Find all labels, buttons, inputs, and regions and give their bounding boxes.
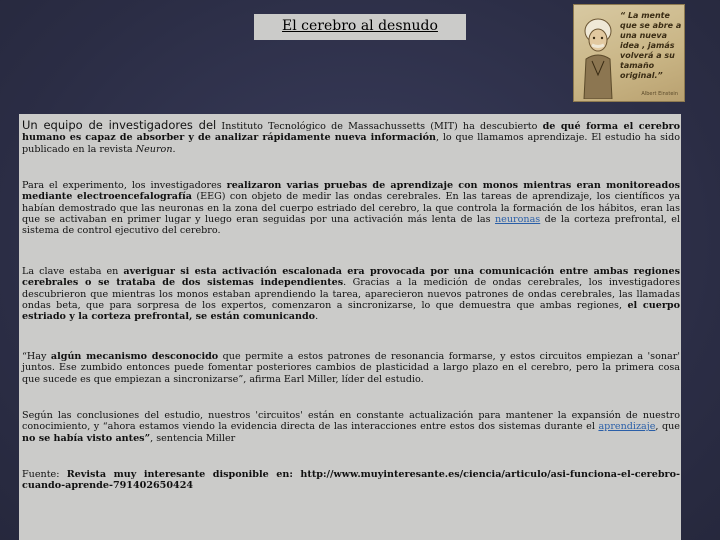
- quote-line: volverá a su: [620, 51, 675, 60]
- quote-line: una nueva: [620, 31, 668, 40]
- quote-text: [620, 11, 682, 81]
- quote-author: Albert Einstein: [641, 91, 678, 97]
- page-title: El cerebro al desnudo: [282, 18, 438, 34]
- quote-line: que se abre a: [620, 21, 682, 30]
- article-body: [19, 114, 681, 540]
- quote-line: original.”: [620, 71, 663, 80]
- quote-line: “ La mente: [620, 11, 670, 20]
- quote-line: tamaño: [620, 61, 655, 70]
- neuronas-link[interactable]: neuronas: [495, 213, 541, 225]
- lead-text: Un equipo de investigadores del: [22, 118, 217, 132]
- einstein-portrait-icon: [578, 13, 618, 99]
- paragraph-key: La clave estaba en averiguar si esta activación escalonada era provocada por una comunicación entre ambas regiones cerebrales o se trataba de dos sistemas independientes. Gracias a la medición de ondas cerebrales, los investigadores descubrieron que mientras los monos estaban aprendiendo la tarea, aparecieron nuevos patrones de ondas cerebrales, las llamadas ondas beta, que para sorpresa de los expertos, comenzaron a sincronizarse, lo que demuestra que ambas regiones, el cuerpo estriado y la corteza prefrontal, se están comunicando.: [22, 266, 680, 323]
- paragraph-conclusions: Según las conclusiones del estudio, nuestros 'circuitos' están en constante actualización para mantener la expansión de nuestro conocimiento, y “ahora estamos viendo la evidencia directa de las interacciones entre estos dos sistemas durante el aprendizaje, que no se había visto antes”, sentencia Miller: [22, 410, 680, 444]
- quote-line: idea , jamás: [620, 41, 675, 50]
- paragraph-source: Fuente: Revista muy interesante disponible en: http://www.muyinteresante.es/ciencia/articulo/asi-funciona-el-cerebro-cuando-aprende-791402650424: [22, 469, 680, 492]
- einstein-quote-image: [573, 4, 685, 102]
- aprendizaje-link[interactable]: aprendizaje: [598, 421, 656, 433]
- paragraph-experiment: Para el experimento, los investigadores realizaron varias pruebas de aprendizaje con monos mientras eran monitoreados mediante electroencefalografía (EEG) con objeto de medir las ondas cerebrales. En las tareas de aprendizaje, los científicos ya habían demostrado que las neuronas en la zona del cuerpo estriado del cerebro, la que controla la formación de los hábitos, eran las que se activaban en primer lugar y luego eran seguidas por una activación más lenta de las neuronas de la corteza prefrontal, el sistema de control ejecutivo del cerebro.: [22, 180, 680, 237]
- paragraph-intro: Un equipo de investigadores del Instituto Tecnológico de Massachussetts (MIT) ha descubierto de qué forma el cerebro humano es capaz de absorber y de analizar rápidamente nueva información, lo que llamamos aprendizaje. El estudio ha sido publicado en la revista Neuron.: [22, 118, 680, 155]
- title-box: [254, 14, 466, 40]
- paragraph-quote-miller: “Hay algún mecanismo desconocido que permite a estos patrones de resonancia formarse, y estos circuitos empiezan a 'sonar' juntos. Ese zumbido entonces puede fomentar posteriores cambios de plasticidad a largo plazo en el cerebro, pero la primera cosa que sucede es que empiezan a sincronizarse”, afirma Earl Miller, líder del estudio.: [22, 351, 680, 385]
